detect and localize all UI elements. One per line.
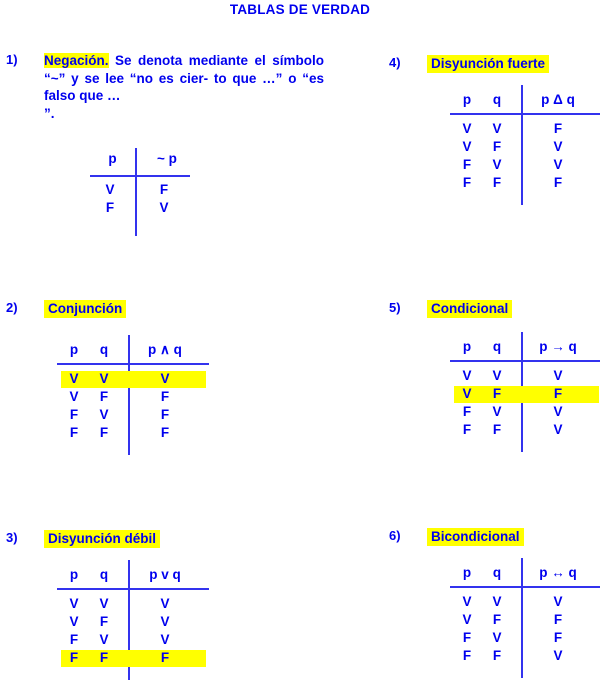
cell-p: V [462,594,472,609]
cell-result: V [159,200,169,215]
cell-q: V [492,121,502,136]
col-header-result: p v q [149,567,181,582]
col-header-result: ~ p [157,151,177,166]
heading-bicondicional: Bicondicional [427,528,524,546]
cell-q: V [492,594,502,609]
cell-q: F [492,139,502,154]
table-horizontal-rule [450,586,600,588]
table-row [454,157,599,174]
cell-result: F [553,630,563,645]
cell-q: F [99,389,109,404]
cell-result: F [553,612,563,627]
cell-result: F [553,121,563,136]
table-row [454,612,599,629]
table-row [454,630,599,647]
item-number-5: 5) [389,300,401,315]
table-horizontal-rule [57,588,209,590]
col-header-p: p [462,92,472,107]
negacion-body-line3: to que …” o “es falso que … [44,70,324,103]
col-header-p: p [108,151,117,166]
cell-result: V [553,139,563,154]
cell-q: V [99,596,109,611]
cell-result: V [160,371,170,386]
table-row [454,368,599,385]
cell-p: F [69,632,79,647]
col-header-q: q [99,567,109,582]
cell-p: V [69,596,79,611]
table-row [454,121,599,138]
col-header-p: p [69,567,79,582]
cell-p: F [462,630,472,645]
negacion-truth-table [100,148,220,238]
table-row [454,648,599,665]
cell-result: F [160,389,170,404]
table-row [454,422,599,439]
cell-p: F [462,422,472,437]
item-number-6: 6) [389,528,401,543]
col-header-result: p ∧ q [148,342,182,357]
cell-q: V [492,368,502,383]
cell-result: F [553,386,563,401]
cell-q: F [492,648,502,663]
cell-result: F [160,407,170,422]
cell-result: F [160,425,170,440]
col-header-p: p [462,565,472,580]
col-header-result: p → q [539,339,577,354]
cell-p: F [69,650,79,665]
cell-result: V [553,157,563,172]
cell-q: V [492,157,502,172]
cell-result: V [553,368,563,383]
negacion-body-line4: ”. [44,105,55,121]
table-row [86,200,206,217]
page-title: TABLAS DE VERDAD [229,2,371,17]
negacion-body-line1: Se denota mediante el [108,53,266,68]
cell-p: V [105,182,115,197]
bicondicional-truth-table [450,563,600,683]
col-header-q: q [492,339,502,354]
cell-p: F [69,407,79,422]
cell-p: F [105,200,115,215]
col-header-result: p Δ q [541,92,575,107]
cell-p: V [462,386,472,401]
table-row [454,386,599,403]
cell-result: V [553,594,563,609]
table-row [454,139,599,156]
cell-q: V [492,630,502,645]
table-row [61,632,206,649]
cell-q: V [492,404,502,419]
table-horizontal-rule [90,175,190,177]
col-header-result: p ↔ q [539,565,577,580]
table-row [454,175,599,192]
cell-p: V [69,614,79,629]
item-number-4: 4) [389,55,401,70]
cell-result: V [553,422,563,437]
table-row [61,596,206,613]
table-row [61,389,206,406]
cell-q: V [99,371,109,386]
cell-result: F [160,650,170,665]
cell-p: F [462,157,472,172]
item-number-2: 2) [6,300,18,315]
heading-disyuncion-fuerte: Disyunción fuerte [427,55,549,73]
table-row [454,594,599,611]
col-header-p: p [69,342,79,357]
heading-conjuncion: Conjunción [44,300,126,318]
cell-p: V [69,389,79,404]
cell-q: F [492,175,502,190]
cell-p: F [462,175,472,190]
item-number-1: 1) [6,52,18,67]
negacion-paragraph [44,52,324,122]
cell-q: F [492,422,502,437]
cell-p: F [462,404,472,419]
cell-result: V [160,596,170,611]
cell-result: V [160,614,170,629]
heading-disyuncion-debil: Disyunción débil [44,530,160,548]
cell-q: V [99,407,109,422]
cell-result: F [159,182,169,197]
table-row [61,371,206,388]
cell-q: F [492,386,502,401]
condicional-truth-table [450,337,600,457]
cell-p: V [462,612,472,627]
col-header-q: q [492,92,502,107]
cell-result: V [553,648,563,663]
item-number-3: 3) [6,530,18,545]
disyuncion-debil-truth-table [57,565,227,685]
cell-q: V [99,632,109,647]
table-row [86,182,206,199]
table-row [61,407,206,424]
table-horizontal-rule [57,363,209,365]
cell-p: V [462,139,472,154]
table-horizontal-rule [450,360,600,362]
negacion-body-line2: símbolo “~” y se lee “no es cier- [44,53,324,86]
negacion-term: Negación. [44,53,109,68]
table-horizontal-rule [450,113,600,115]
cell-p: V [462,121,472,136]
cell-q: F [99,425,109,440]
heading-condicional: Condicional [427,300,512,318]
cell-p: F [462,648,472,663]
cell-p: V [69,371,79,386]
table-row [61,425,206,442]
cell-result: F [553,175,563,190]
table-row [454,404,599,421]
cell-q: F [99,614,109,629]
table-row [61,650,206,667]
cell-q: F [492,612,502,627]
disyuncion-fuerte-truth-table [450,90,600,210]
cell-result: V [160,632,170,647]
cell-q: F [99,650,109,665]
table-row [61,614,206,631]
col-header-p: p [462,339,472,354]
col-header-q: q [492,565,502,580]
col-header-q: q [99,342,109,357]
cell-result: V [553,404,563,419]
cell-p: F [69,425,79,440]
cell-p: V [462,368,472,383]
conjuncion-truth-table [57,340,227,460]
